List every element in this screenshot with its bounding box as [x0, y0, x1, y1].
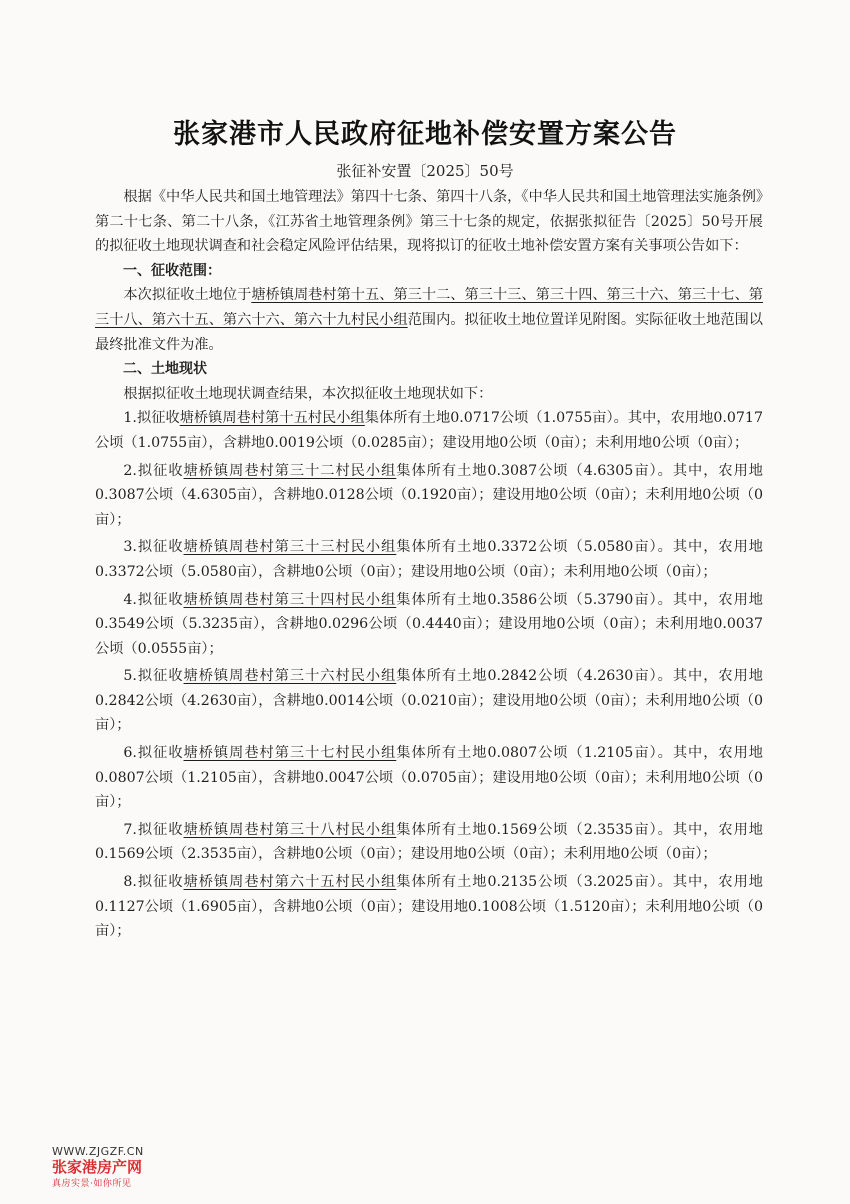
item-group: 塘桥镇周巷村第三十四村民小组: [183, 591, 397, 608]
watermark-brand: 张家港房产网: [52, 1158, 143, 1176]
item-group: 塘桥镇周巷村第六十五村民小组: [183, 874, 397, 891]
item-detail: 集体所有土地0.2135公顷（3.2025亩）。其中，农用地0.1127公顷（1.6905亩），含耕地0公顷（0亩）；建设用地0.1008公顷（1.5120亩）；未利用地0公顷（0亩）；: [95, 874, 763, 940]
status-lead: 根据拟征收土地现状调查结果，本次拟征收土地现状如下：: [123, 385, 493, 402]
list-item: [95, 588, 763, 662]
watermark-slogan: 真房实景·如你所见: [52, 1179, 132, 1189]
intro-paragraph: 根据《中华人民共和国土地管理法》第四十七条、第四十八条，《中华人民共和国土地管理法实施条例》第二十七条、第二十八条，《江苏省土地管理条例》第三十七条的规定，依据张拟征告〔2025〕50号开展的拟征收土地现状调查和社会稳定风险评估结果，现将拟订的征收土地补偿安置方案有关事项公告如下：: [95, 189, 763, 255]
list-item: [95, 406, 763, 455]
item-group: 塘桥镇周巷村第十五村民小组: [179, 410, 365, 427]
document-title: 张家港市人民政府征地补偿安置方案公告: [173, 119, 677, 150]
item-detail: 集体所有土地0.3087公顷（4.6305亩）。其中，农用地0.3087公顷（4.6305亩），含耕地0.0128公顷（0.1920亩）；建设用地0公顷（0亩）；未利用地0公顷（0亩）；: [95, 462, 763, 528]
item-prefix: 4.拟征收: [123, 591, 184, 608]
item-prefix: 7.拟征收: [123, 821, 184, 838]
item-prefix: 1.拟征收: [123, 410, 180, 427]
item-detail: 集体所有土地0.3372公顷（5.0580亩）。其中，农用地0.3372公顷（5.0580亩），含耕地0公顷（0亩）；建设用地0公顷（0亩）；未利用地0公顷（0亩）；: [95, 539, 763, 580]
item-group: 塘桥镇周巷村第三十六村民小组: [183, 668, 397, 685]
item-detail: 集体所有土地0.0717公顷（1.0755亩）。其中，农用地0.0717公顷（1.0755亩），含耕地0.0019公顷（0.0285亩）；建设用地0公顷（0亩）；未利用地0公顷（0亩）；: [95, 410, 763, 451]
scope-villages: 塘桥镇周巷村第十五、第三十二、第三十三、第三十四、第三十六、第三十七、第三十八、第六十五、第六十六、第六十九村民小组: [95, 287, 763, 328]
scope-text-before: 本次拟征收土地位于: [123, 287, 252, 304]
item-detail: 集体所有土地0.1569公顷（2.3535亩）。其中，农用地0.1569公顷（2.3535亩），含耕地0公顷（0亩）；建设用地0公顷（0亩）；未利用地0公顷（0亩）；: [95, 821, 763, 863]
item-group: 塘桥镇周巷村第三十三村民小组: [183, 539, 397, 556]
item-prefix: 8.拟征收: [123, 874, 184, 891]
item-group: 塘桥镇周巷村第三十七村民小组: [183, 745, 397, 762]
list-item: [95, 535, 763, 584]
item-detail: 集体所有土地0.0807公顷（1.2105亩）。其中，农用地0.0807公顷（1.2105亩），含耕地0.0047公顷（0.0705亩）；建设用地0公顷（0亩）；未利用地0公顷（0亩）；: [95, 745, 763, 811]
list-item: [95, 818, 763, 867]
list-item: [95, 870, 763, 944]
item-prefix: 2.拟征收: [123, 462, 184, 479]
section-heading-status: 二、土地现状: [123, 361, 207, 378]
list-item: [95, 459, 763, 533]
list-item: [95, 664, 763, 738]
scope-paragraph: [95, 283, 763, 357]
section-heading-scope: 一、征收范围：: [123, 262, 221, 279]
watermark-logo: [52, 1145, 182, 1189]
item-prefix: 6.拟征收: [123, 745, 184, 762]
item-prefix: 3.拟征收: [123, 539, 184, 556]
document-number: 张征补安置〔2025〕50号: [336, 162, 514, 180]
item-group: 塘桥镇周巷村第三十八村民小组: [183, 821, 397, 838]
scope-text-after: 范围内。拟征收土地位置详见附图。实际征收土地范围以最终批准文件为准。: [95, 311, 763, 353]
item-detail: 集体所有土地0.3586公顷（5.3790亩）。其中，农用地0.3549公顷（5.3235亩），含耕地0.0296公顷（0.4440亩）；建设用地0公顷（0亩）；未利用地0.0037公顷（0.0555亩）；: [95, 591, 763, 657]
watermark-url: WWW.ZJGZF.CN: [52, 1145, 144, 1158]
item-group: 塘桥镇周巷村第三十二村民小组: [183, 462, 397, 479]
item-prefix: 5.拟征收: [123, 668, 184, 685]
document-body: [95, 185, 763, 947]
list-item: [95, 741, 763, 815]
item-detail: 集体所有土地0.2842公顷（4.2630亩）。其中，农用地0.2842公顷（4.2630亩），含耕地0.0014公顷（0.0210亩）；建设用地0公顷（0亩）；未利用地0公顷（0亩）；: [95, 668, 763, 734]
